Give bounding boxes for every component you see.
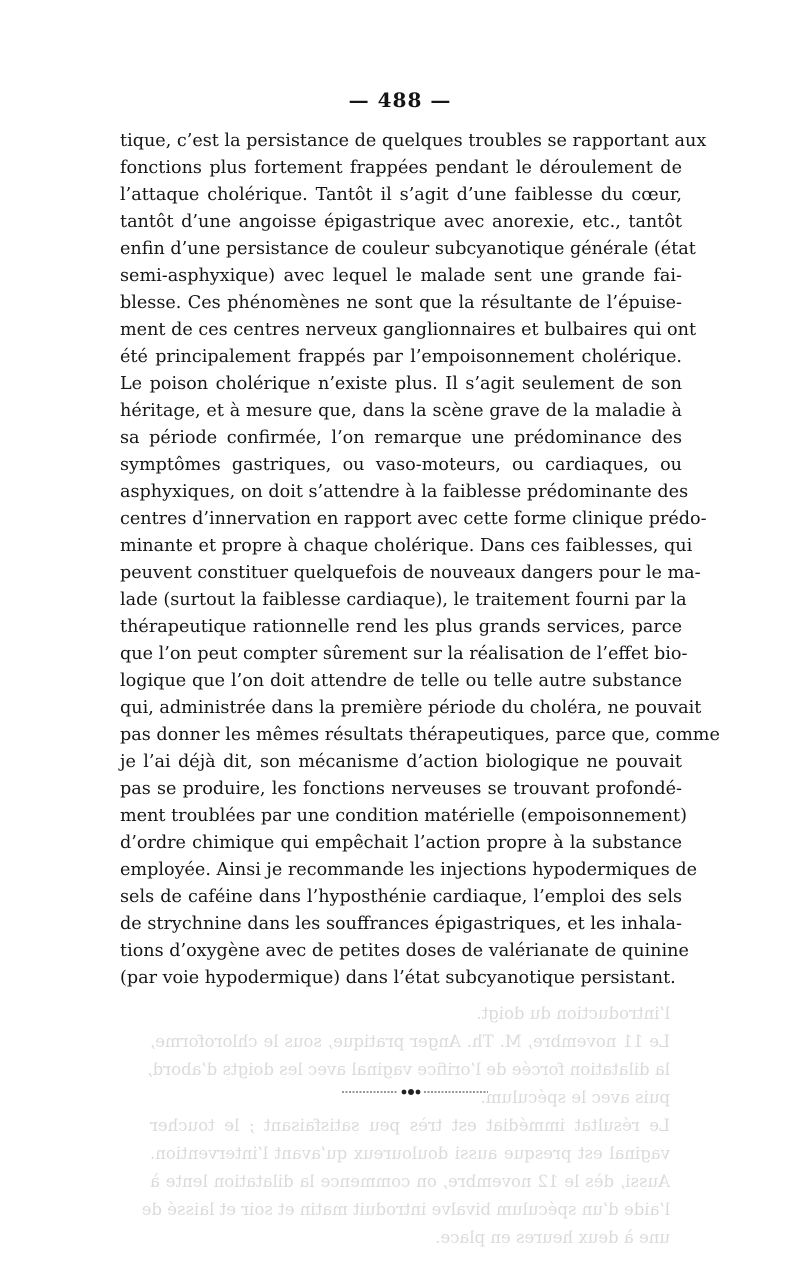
text-line: thérapeutique rationnelle rend les plus grands services, parce <box>120 617 682 637</box>
text-line: tions d’oxygène avec de petites doses de valérianate de quinine <box>120 941 689 961</box>
text-line: centres d’innervation en rapport avec cette forme clinique prédo- <box>120 509 707 529</box>
text-line: ment de ces centres nerveux ganglionnaires et bulbaires qui ont <box>120 320 697 340</box>
text-line: blesse. Ces phénomènes ne sont que la résultante de l’épuise- <box>120 293 682 313</box>
show-through-line: Le 11 novembre, M. Th. Anger pratique, sous le chloroforme, <box>150 1032 670 1051</box>
text-line: lade (surtout la faiblesse cardiaque), le traitement fourni par la <box>120 590 687 610</box>
show-through-line: vaginal est presque aussi douloureux qu’avant l’intervention. <box>150 1144 670 1163</box>
text-line: ment troublées par une condition matérielle (empoisonnement) <box>120 806 687 826</box>
text-line: semi-asphyxique) avec lequel le malade sent une grande fai- <box>120 266 682 286</box>
text-line: tantôt d’une angoisse épigastrique avec anorexie, etc., tantôt <box>120 212 682 232</box>
text-line: asphyxiques, on doit s’attendre à la faiblesse prédominante des <box>120 482 689 502</box>
text-line: l’attaque cholérique. Tantôt il s’agit d’une faiblesse du cœur, <box>120 185 682 205</box>
text-line: fonctions plus fortement frappées pendant le déroulement de <box>120 158 682 178</box>
text-line: pas se produire, les fonctions nerveuses se trouvant profondé- <box>120 779 682 799</box>
text-line: héritage, et à mesure que, dans la scène grave de la maladie à <box>120 401 682 421</box>
text-line: de strychnine dans les souffrances épigastriques, et les inhala- <box>120 914 682 934</box>
text-line: enfin d’une persistance de couleur subcyanotique générale (état <box>120 239 696 259</box>
text-line: tique, c’est la persistance de quelques troubles se rapportant aux <box>120 131 707 151</box>
page-number: — 488 — <box>348 88 452 112</box>
show-through-line: une à deux heures en place. <box>435 1228 670 1247</box>
show-through-line: la dilatation forcée de l’orifice vaginal avec les doigts d’abord, <box>147 1060 670 1079</box>
text-line: (par voie hypodermique) dans l’état subcyanotique persistant. <box>120 968 676 988</box>
body-text <box>120 128 720 992</box>
text-line: qui, administrée dans la première période du choléra, ne pouvait <box>120 698 702 718</box>
section-ornament <box>340 1087 490 1097</box>
text-line: été principalement frappés par l’empoisonnement cholérique. <box>120 347 682 367</box>
text-line: je l’ai déjà dit, son mécanisme d’action biologique ne pouvait <box>120 752 682 772</box>
text-line: que l’on peut compter sûrement sur la réalisation de l’effet bio- <box>120 644 688 664</box>
text-line: d’ordre chimique qui empêchait l’action propre à la substance <box>120 833 682 853</box>
show-through-text <box>141 1000 670 1252</box>
show-through-line: l’aide d’un spéculum bivalve introduit matin et soir et laissé de <box>141 1200 670 1219</box>
text-line: employée. Ainsi je recommande les injections hypodermiques de <box>120 860 698 880</box>
text-line: sa période confirmée, l’on remarque une prédominance des <box>120 428 682 448</box>
text-line: peuvent constituer quelquefois de nouveaux dangers pour le ma- <box>120 563 701 583</box>
text-line: symptômes gastriques, ou vaso-moteurs, ou cardiaques, ou <box>120 455 682 475</box>
text-line: minante et propre à chaque cholérique. Dans ces faiblesses, qui <box>120 536 693 556</box>
text-line: logique que l’on doit attendre de telle ou telle autre substance <box>120 671 682 691</box>
show-through-line: puis avec le spéculum. <box>480 1088 670 1107</box>
text-line: pas donner les mêmes résultats thérapeutiques, parce que, comme <box>120 725 720 745</box>
text-line: Le poison cholérique n’existe plus. Il s’agit seulement de son <box>120 374 682 394</box>
show-through-line: Aussi, dès le 12 novembre, on commence la dilatation lente à <box>150 1172 670 1191</box>
text-line: sels de caféine dans l’hyposthénie cardiaque, l’emploi des sels <box>120 887 682 907</box>
show-through-line: l’introduction du doigt. <box>476 1004 670 1023</box>
show-through-line: Le résultat immédiat est très peu satisfaisant ; le toucher <box>150 1116 670 1135</box>
